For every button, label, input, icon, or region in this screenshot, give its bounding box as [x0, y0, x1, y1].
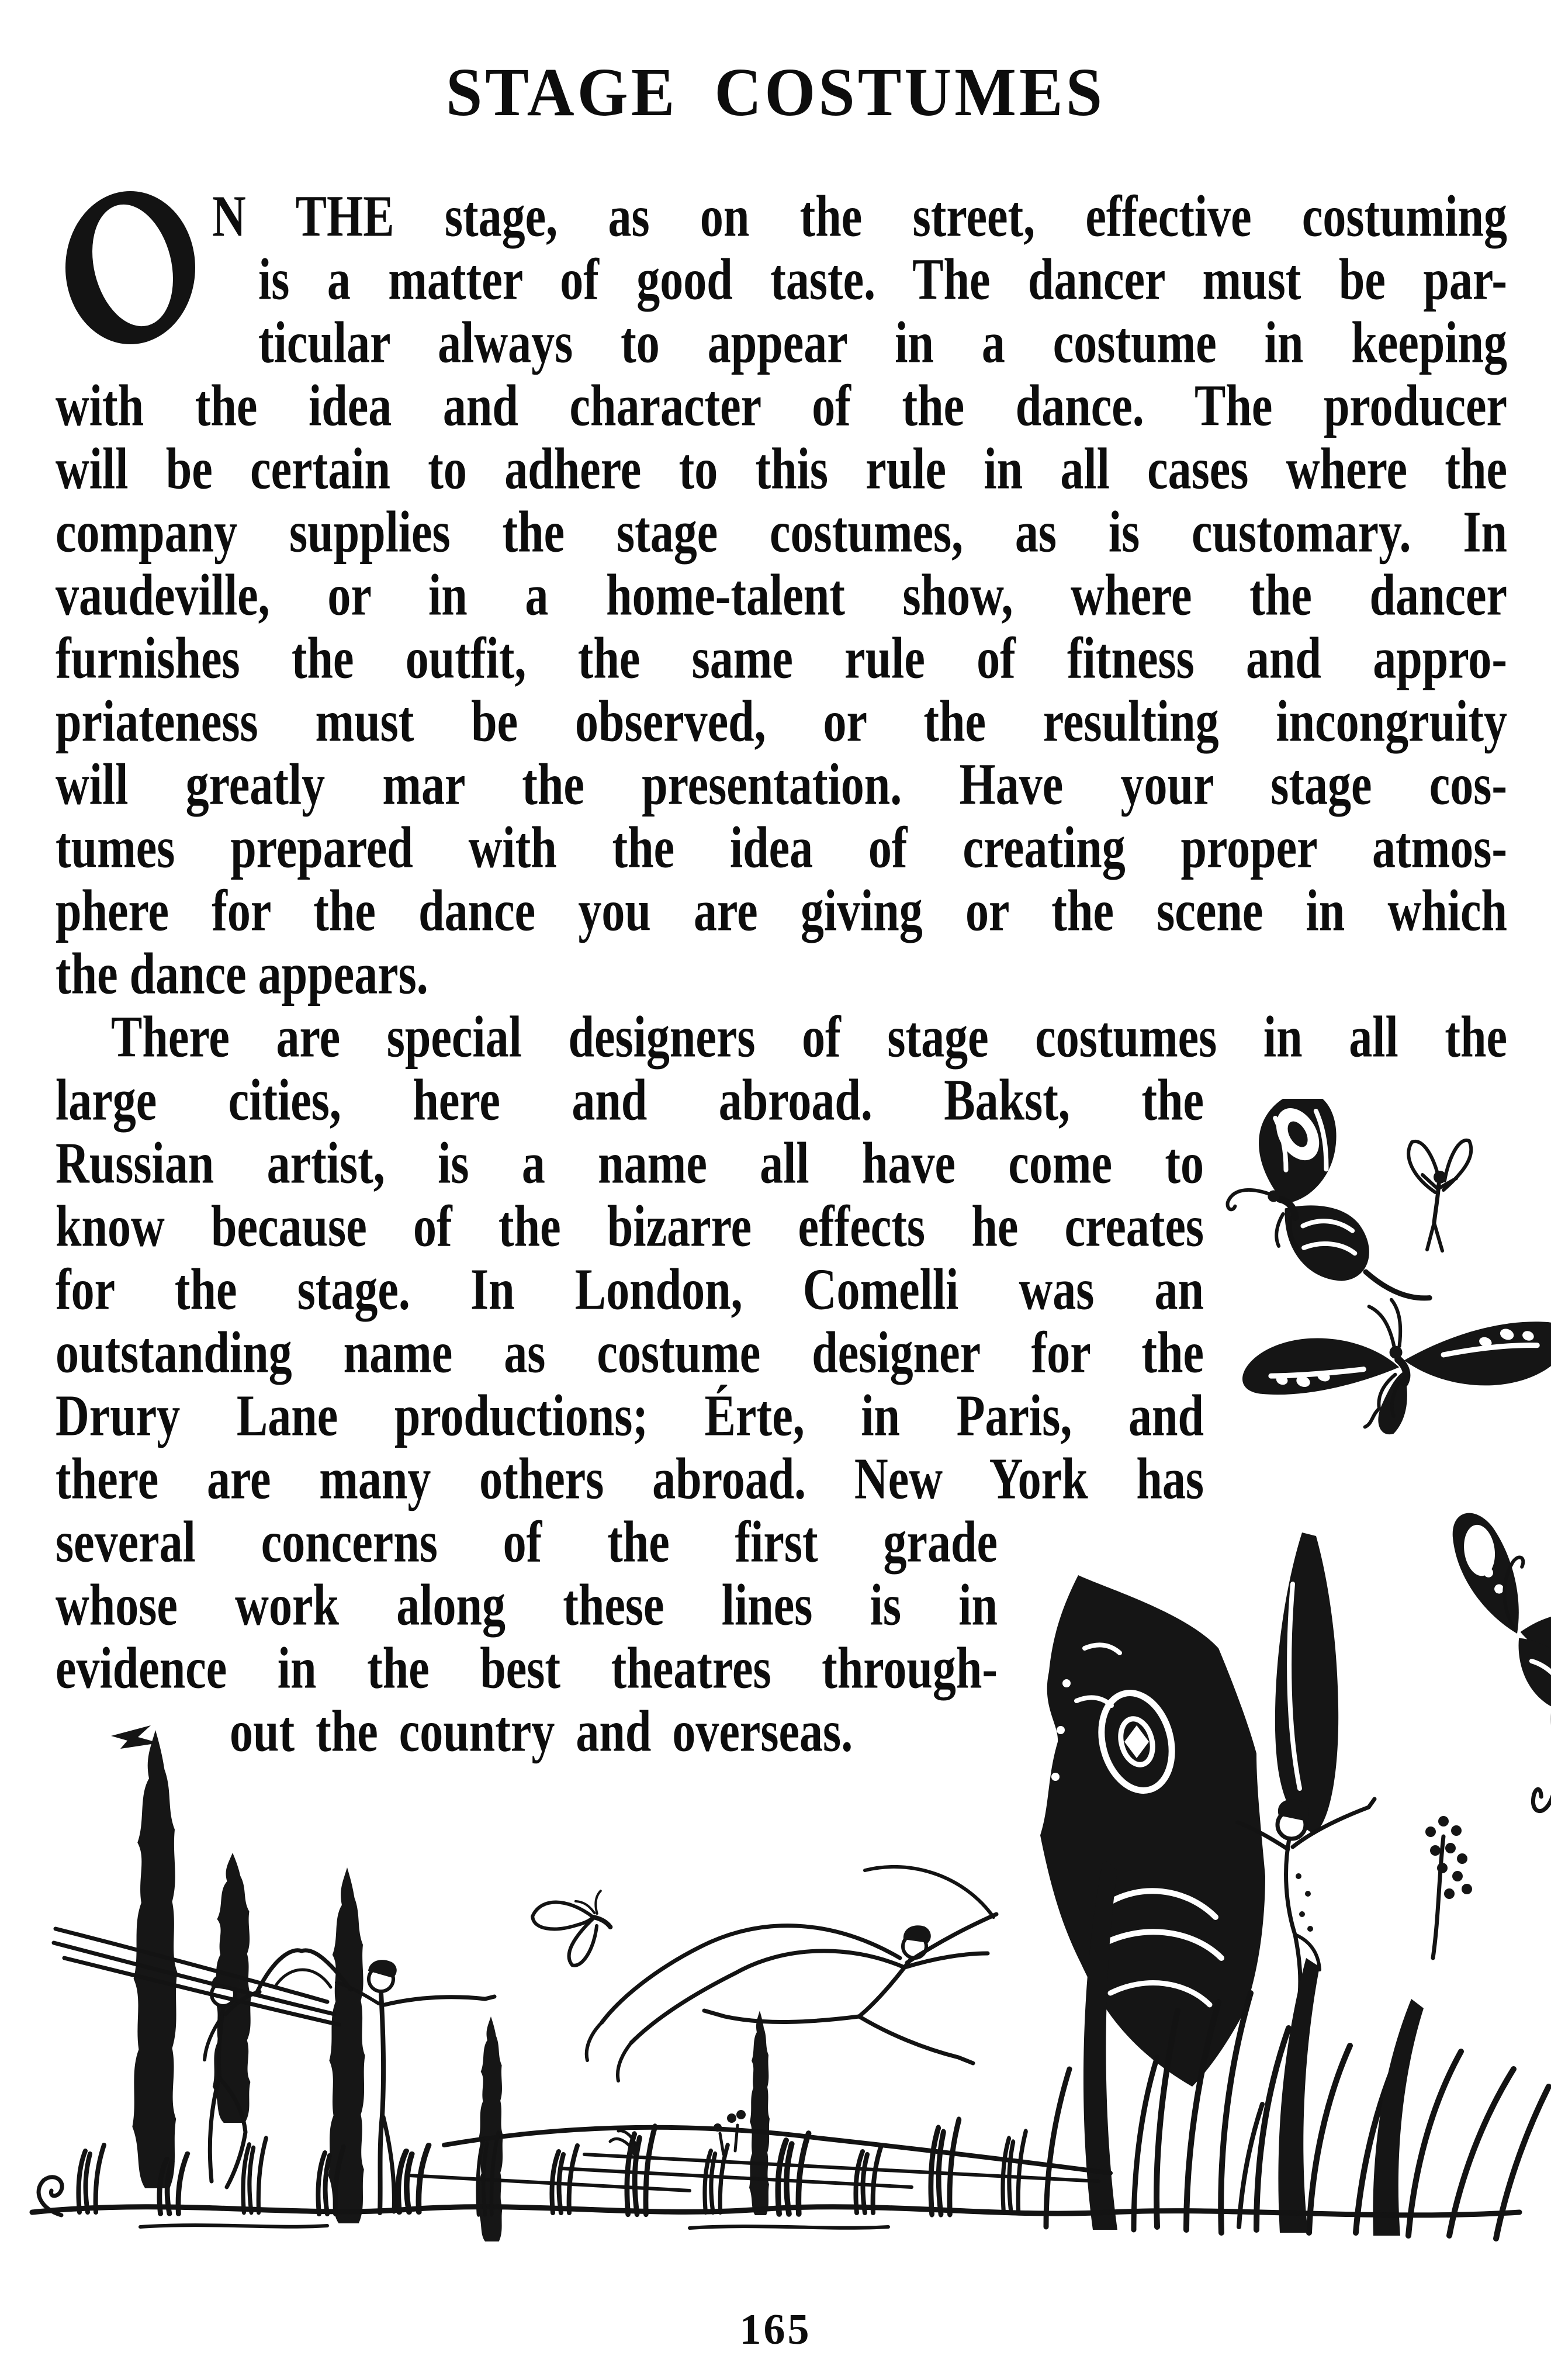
- butterfly-icon: [1201, 1099, 1429, 1348]
- text-line: ticular always to appear in a costume in keeping: [258, 310, 1507, 376]
- text-line: There are special designers of stage costumes in all the: [111, 1005, 1507, 1070]
- text-line: vaudeville, or in a home-talent show, where the dancer: [56, 563, 1507, 628]
- text-line: there are many others abroad. New York has: [56, 1447, 1204, 1512]
- butterfly-icon: [530, 1889, 618, 1973]
- text-line: priateness must be observed, or the resulting incongruity: [56, 689, 1507, 755]
- text-line: Russian artist, is a name all have come to: [56, 1131, 1204, 1196]
- text-line: evidence in the best theatres through-: [56, 1636, 998, 1701]
- text-line: N THE stage, as on the street, effective costuming: [212, 184, 1507, 250]
- page-number: 165: [739, 2306, 812, 2354]
- text-line: out the country and overseas.: [230, 1699, 853, 1765]
- text-line: Drury Lane productions; Érte, in Paris, and: [56, 1383, 1204, 1449]
- text-line: tumes prepared with the idea of creating proper atmos-: [56, 815, 1507, 881]
- text-line: furnishes the outfit, the same rule of fitness and appro-: [56, 626, 1507, 691]
- leaping-fairy: [587, 1867, 996, 2081]
- text-line: whose work along these lines is in: [56, 1573, 998, 1638]
- text-line: company supplies the stage costumes, as is customary. In: [56, 500, 1507, 565]
- text-line: with the idea and character of the dance. The producer: [56, 373, 1507, 439]
- text-line: outstanding name as costume designer for the: [56, 1320, 1204, 1386]
- text-line: several concerns of the first grade: [56, 1510, 998, 1575]
- text-line: know because of the bizarre effects he creates: [56, 1194, 1204, 1260]
- text-line: will greatly mar the presentation. Have your stage cos-: [56, 752, 1507, 818]
- berry-sprig: [1425, 1816, 1472, 1958]
- butterfly-icon: [1238, 1229, 1551, 1488]
- text-line: for the stage. In London, Comelli was an: [56, 1257, 1204, 1323]
- butterfly-icon: [1449, 1495, 1551, 1818]
- page-title: STAGE COSTUMES: [446, 54, 1105, 131]
- fairies-illustration: [0, 1099, 1551, 2268]
- text-line: large cities, here and abroad. Bakst, the: [56, 1068, 1204, 1133]
- small-fairy-figure: [1408, 1140, 1471, 1251]
- text-line: is a matter of good taste. The dancer must be par-: [258, 247, 1507, 313]
- text-line: the dance appears.: [56, 942, 428, 1007]
- text-line: phere for the dance you are giving or the scene in which: [56, 878, 1507, 944]
- text-line: will be certain to adhere to this rule in all cases where the: [56, 437, 1507, 502]
